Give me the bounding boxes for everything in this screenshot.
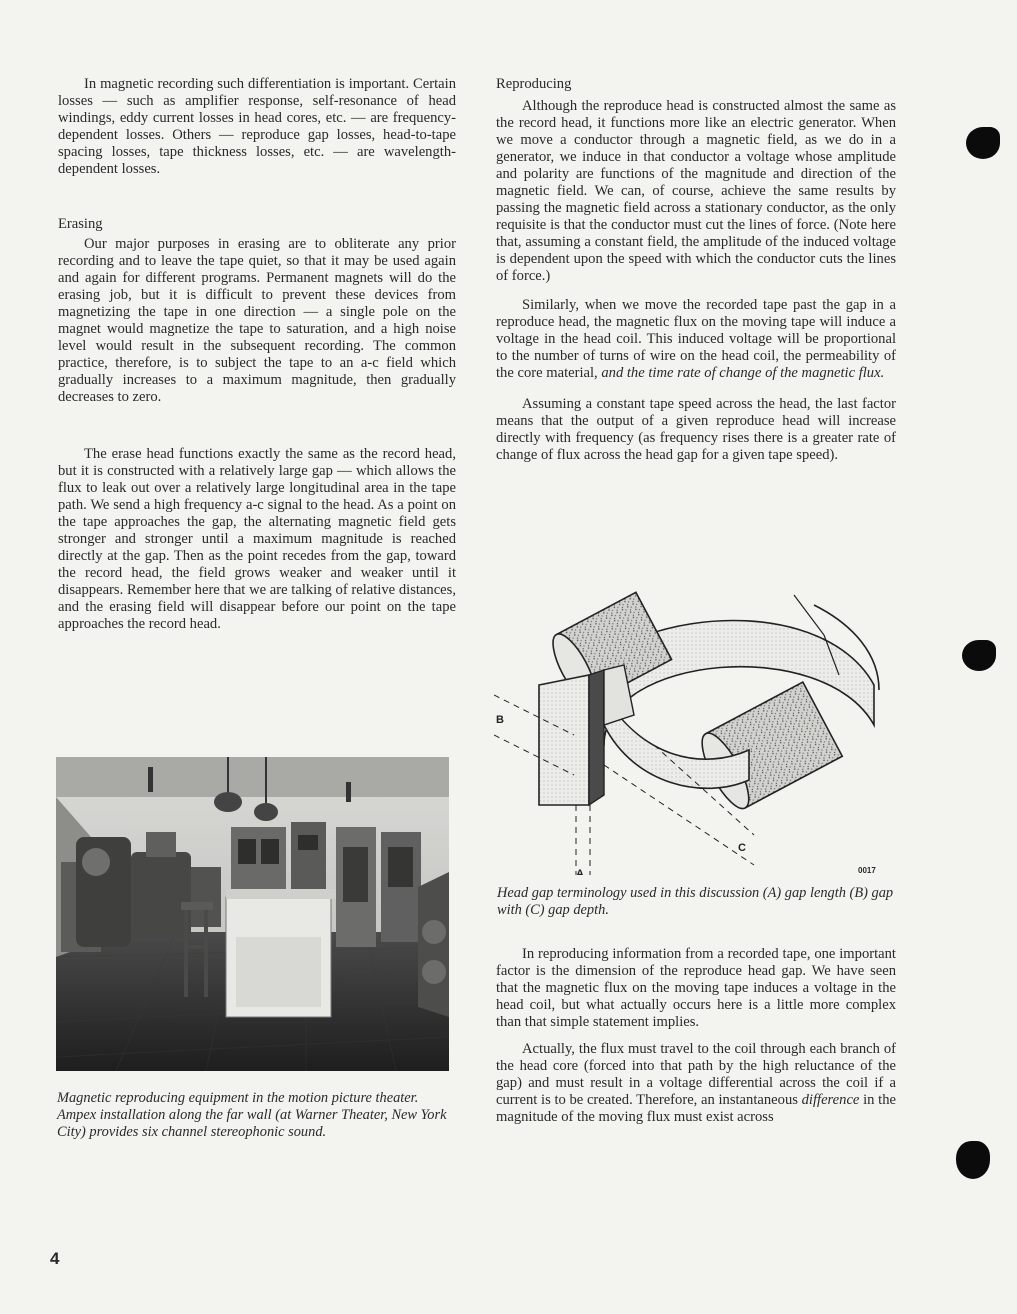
flux-text-end: in the magnitude of the moving flux must exist across <box>496 1092 896 1125</box>
label-c: C <box>738 842 746 854</box>
similarly-text: Similarly, when we move the recorded tape past the gap in a reproduce head, the magnetic flux on the moving tape will induce a voltage in the head coil. This induced voltage will be proportional to the number of turns of wire on the head coil, the permeability of the core material, <box>496 297 896 381</box>
paragraph-gap-dimension: In reproducing information from a recorded tape, one important factor is the dimension of the reproduce head gap. We have seen that the magnetic flux on the moving tape induces a voltage in the head coil, but what actually occurs here is a little more complex than that simple statement implies. <box>496 946 896 1030</box>
similarly-emphasis: and the time rate of change of the magnetic flux. <box>601 365 885 381</box>
right-column <box>496 76 896 464</box>
flux-text: Actually, the flux must travel to the coil through each branch of the head core (forced into that path by the high reluctance of the gap) and must result in a voltage differential across the coil if a current is to be created. Therefore, an instantaneous <box>496 1041 896 1108</box>
label-a: A <box>576 868 584 875</box>
binder-hole-bottom <box>956 1141 990 1179</box>
heading-reproducing: Reproducing <box>496 76 572 92</box>
right-column-lower <box>496 946 896 1126</box>
paragraph-erasing-purpose: Our major purposes in erasing are to obliterate any prior recording and to leave the tape quiet, so that it may be used again and again for different programs. Permanent magnets will do the erasing job, but it is difficult to prevent these devices from magnetizing the tape in one direction — a single pole on the magnet would magnetize the tape to saturation, and a high noise level would result in the subsequent recording. The common practice, therefore, is to subject the tape to an a-c field which gradually increases to a maximum magnitude, then gradually decreases to zero. <box>58 236 456 405</box>
binder-hole-middle <box>962 640 996 671</box>
diagram-caption: Head gap terminology used in this discussion (A) gap length (B) gap with (C) gap depth. <box>497 885 894 918</box>
paragraph-constant-speed: Assuming a constant tape speed across the head, the last factor means that the output of a given reproduce head will increase directly with frequency (as frequency rises there is a greater rate of change of flux across the head gap for a given tape speed). <box>496 396 896 463</box>
figure-code: 0017 <box>858 866 876 875</box>
paragraph-similarly <box>496 297 896 382</box>
photo-caption: Magnetic reproducing equipment in the motion picture theater. Ampex installation along the far wall (at Warner Theater, New York City) provides six channel stereophonic sound. <box>57 1090 447 1140</box>
paragraph-flux-travel <box>496 1041 896 1126</box>
label-b: B <box>496 714 504 726</box>
paragraph-reproduce-head: Although the reproduce head is constructed almost the same as the record head, it functions more like an electric generator. When we move a conductor through a magnetic field, as we do in a generator, we induce in that conductor a voltage whose amplitude and polarity are functions of the magnitude and direction of the magnetic field. We can, of course, achieve the same results by passing the magnetic field across a stationary conductor, as the only requisite is that the conductor must cut the lines of force. (Note here that, assuming a constant field, the amplitude of the induced voltage is dependent upon the speed with which the conductor cuts the lines of force.) <box>496 98 896 284</box>
paragraph-differentiation: In magnetic recording such differentiation is important. Certain losses — such as amplifier response, self-resonance of head windings, eddy current losses in head cores, etc. — are frequency-dependent losses. Others — reproduce gap losses, head-to-tape spacing losses, tape thickness losses, etc. — are wavelength-dependent losses. <box>58 76 456 177</box>
heading-erasing: Erasing <box>58 216 103 232</box>
page-number: 4 <box>50 1249 60 1268</box>
left-column <box>58 76 456 633</box>
binder-hole-top <box>966 127 1000 159</box>
paragraph-erase-head: The erase head functions exactly the same as the record head, but it is constructed with a relatively large gap — which allows the flux to leak out over a relatively large longitudinal area in the tape path. We send a high frequency a-c signal to the head. As a point on the tape approaches the gap, the alternating magnetic field gets stronger and stronger until a maximum magnitude is reached directly at the gap. Then as the point recedes from the gap, toward the record head, the field grows weaker and weaker until it disappears. Remember here that we are talking of relative distances, and the erasing field will disappear before our point on the tape approaches the record head. <box>58 446 456 632</box>
theater-equipment-photo <box>56 757 449 1071</box>
flux-emphasis: difference <box>801 1092 860 1108</box>
head-gap-diagram <box>494 575 894 875</box>
